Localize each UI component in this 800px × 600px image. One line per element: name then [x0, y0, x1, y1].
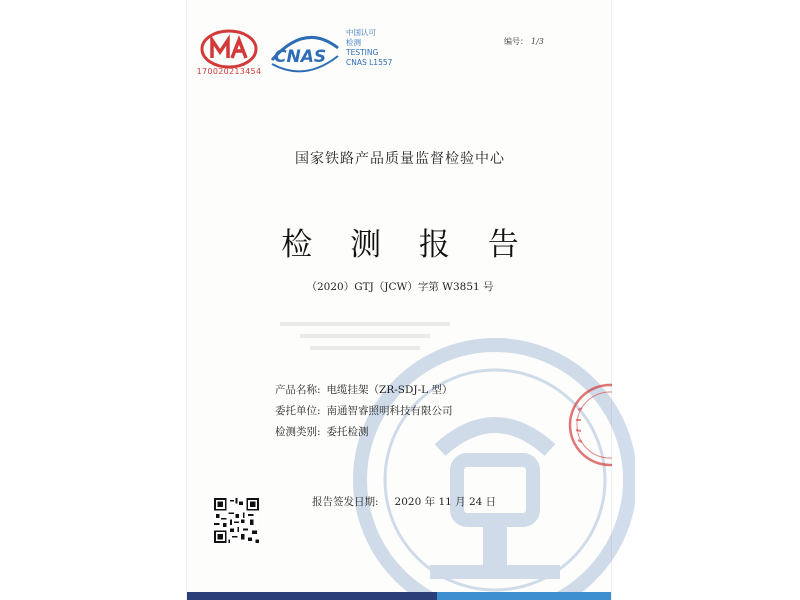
- field-label: 产品名称:: [275, 384, 321, 396]
- bottom-bar-dark: [187, 592, 437, 600]
- bleed-through-text: [280, 320, 470, 360]
- cnas-line-2: 检测: [346, 38, 361, 47]
- serial-value: 1/3: [531, 37, 544, 46]
- serial-label: 编号：: [504, 37, 528, 46]
- issue-date: [312, 494, 496, 509]
- field-value: 电缆挂架（ZR-SDJ-L 型）: [326, 384, 453, 396]
- cnas-line-1: 中国认可: [346, 28, 376, 37]
- issue-date-label: 报告签发日期:: [312, 496, 379, 508]
- qr-code-icon: [214, 498, 259, 543]
- svg-text:CNAS: CNAS: [274, 47, 327, 67]
- issue-date-value: 2020 年 11 月 24 日: [394, 496, 497, 508]
- field-value: 委托检测: [326, 426, 369, 438]
- report-number: （2020）GTJ（JCW）字第 W3851 号: [306, 281, 494, 293]
- field-test-type: [275, 424, 453, 445]
- ma-logo-icon: [200, 28, 258, 70]
- cnas-logo-icon: [268, 30, 342, 76]
- cnas-caption: [346, 28, 392, 68]
- cnas-line-4: CNAS L1557: [346, 58, 393, 67]
- stamp-icon: [548, 380, 612, 470]
- cnas-line-3: TESTING: [346, 48, 379, 57]
- field-value: 南通智睿照明科技有限公司: [326, 405, 453, 417]
- organization-name: 国家铁路产品质量监督检验中心: [295, 151, 505, 167]
- field-client: [275, 403, 453, 424]
- field-product-name: [275, 382, 453, 403]
- report-title: 检 测 报 告: [281, 227, 533, 263]
- field-label: 委托单位:: [275, 405, 321, 417]
- serial-number: [504, 36, 544, 47]
- ma-cert-number: 170020213454: [196, 67, 262, 76]
- report-fields: [275, 382, 453, 445]
- field-label: 检测类别:: [275, 426, 321, 438]
- bottom-color-bar: [187, 592, 611, 600]
- bottom-bar-light: [437, 592, 611, 600]
